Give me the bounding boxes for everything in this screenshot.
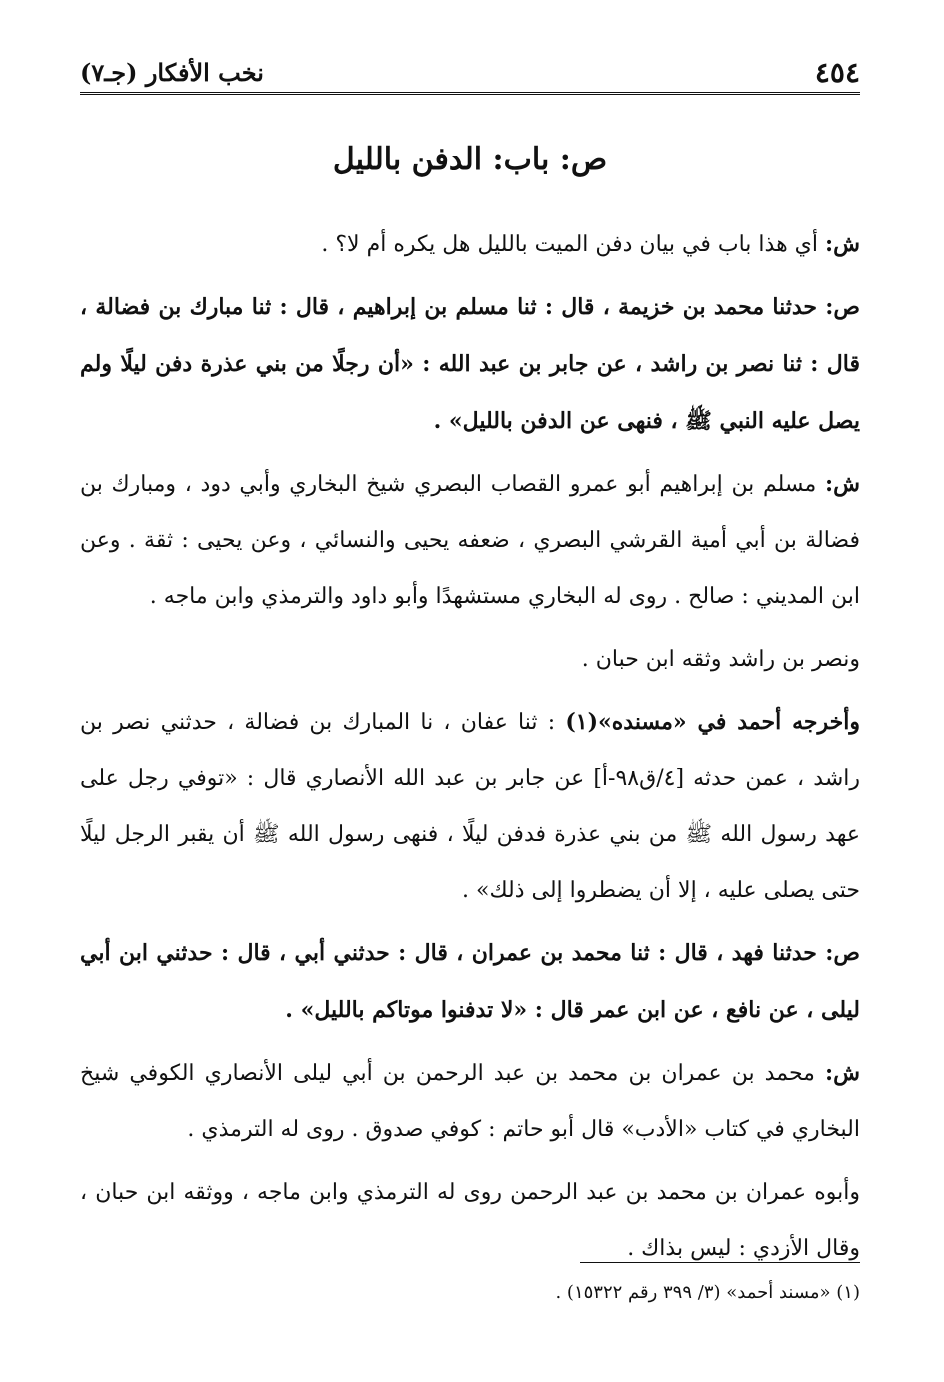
- paragraph-text: محمد بن عمران بن محمد بن عبد الرحمن بن أبي ليلى الأنصاري الكوفي شيخ البخاري في كتاب «الأدب» قال أبو حاتم : كوفي صدوق . روى له الترمذي .: [80, 1061, 860, 1142]
- footnote: (١) «مسند أحمد» (٣/ ٣٩٩ رقم ١٥٣٢٢) .: [555, 1282, 860, 1303]
- chapter-title: ص: باب: الدفن بالليل: [332, 142, 608, 177]
- paragraph-text: حدثنا فهد ، قال : ثنا محمد بن عمران ، قال : حدثني أبي ، قال : حدثني ابن أبي ليلى ، عن نافع ، عن ابن عمر قال : «لا تدفنوا موتاكم بالليل» .: [80, 940, 860, 1023]
- body-text: [80, 216, 860, 1283]
- paragraph: [80, 631, 860, 688]
- paragraph: [80, 1164, 860, 1277]
- paragraph-label: وأخرجه أحمد في «مسنده»(١): [565, 709, 860, 735]
- paragraph-label: ش:: [825, 1060, 860, 1086]
- paragraph-label: ص:: [825, 940, 860, 966]
- paragraph-text: مسلم بن إبراهيم أبو عمرو القصاب البصري شيخ البخاري وأبي دود ، ومبارك بن فضالة بن أبي أمية القرشي البصري ، ضعفه يحيى والنسائي ، وعن يحيى : ثقة . وعن ابن المديني : صالح . روى له البخاري مستشهدًا وأبو داود والترمذي وابن ماجه .: [80, 472, 860, 609]
- paragraph-text: ونصر بن راشد وثقه ابن حبان .: [581, 647, 860, 672]
- paragraph-text: وأبوه عمران بن محمد بن عبد الرحمن روى له الترمذي وابن ماجه ، ووثقه ابن حبان ، وقال الأزدي : ليس بذاك .: [80, 1180, 860, 1261]
- paragraph: [80, 694, 860, 919]
- paragraph: [80, 456, 860, 625]
- paragraph-text: حدثنا محمد بن خزيمة ، قال : ثنا مسلم بن إبراهيم ، قال : ثنا مبارك بن فضالة ، قال : ثنا نصر بن راشد ، عن جابر بن عبد الله : «أن رجلًا من بني عذرة دفن ليلًا ولم يصل عليه النبي ﷺ ، فنهى عن الدفن بالليل» .: [80, 294, 860, 434]
- page-header: [80, 52, 860, 95]
- paragraph-text: أي هذا باب في بيان دفن الميت بالليل هل يكره أم لا؟ .: [321, 232, 826, 257]
- paragraph-label: ش:: [825, 231, 860, 257]
- paragraph: [80, 216, 860, 273]
- footnote-divider: [580, 1262, 860, 1263]
- paragraph-text: : ثنا عفان ، نا المبارك بن فضالة ، حدثني نصر بن راشد ، عمن حدثه [٤/ق٩٨-أ] عن جابر بن عبد الله الأنصاري قال : «توفي رجل على عهد رسول الله ﷺ من بني عذرة فدفن ليلًا ، فنهى رسول الله ﷺ أن يقبر الرجل ليلًا حتى يصلى عليه ، إلا أن يضطروا إلى ذلك» .: [80, 710, 860, 903]
- paragraph: [80, 925, 860, 1039]
- paragraph: [80, 1045, 860, 1158]
- paragraph-label: ص:: [825, 294, 860, 320]
- paragraph: [80, 279, 860, 450]
- paragraph-label: ش:: [825, 471, 860, 497]
- page-number: ٤٥٤: [814, 56, 860, 89]
- book-title: نخب الأفكار (جـ٧): [80, 58, 264, 87]
